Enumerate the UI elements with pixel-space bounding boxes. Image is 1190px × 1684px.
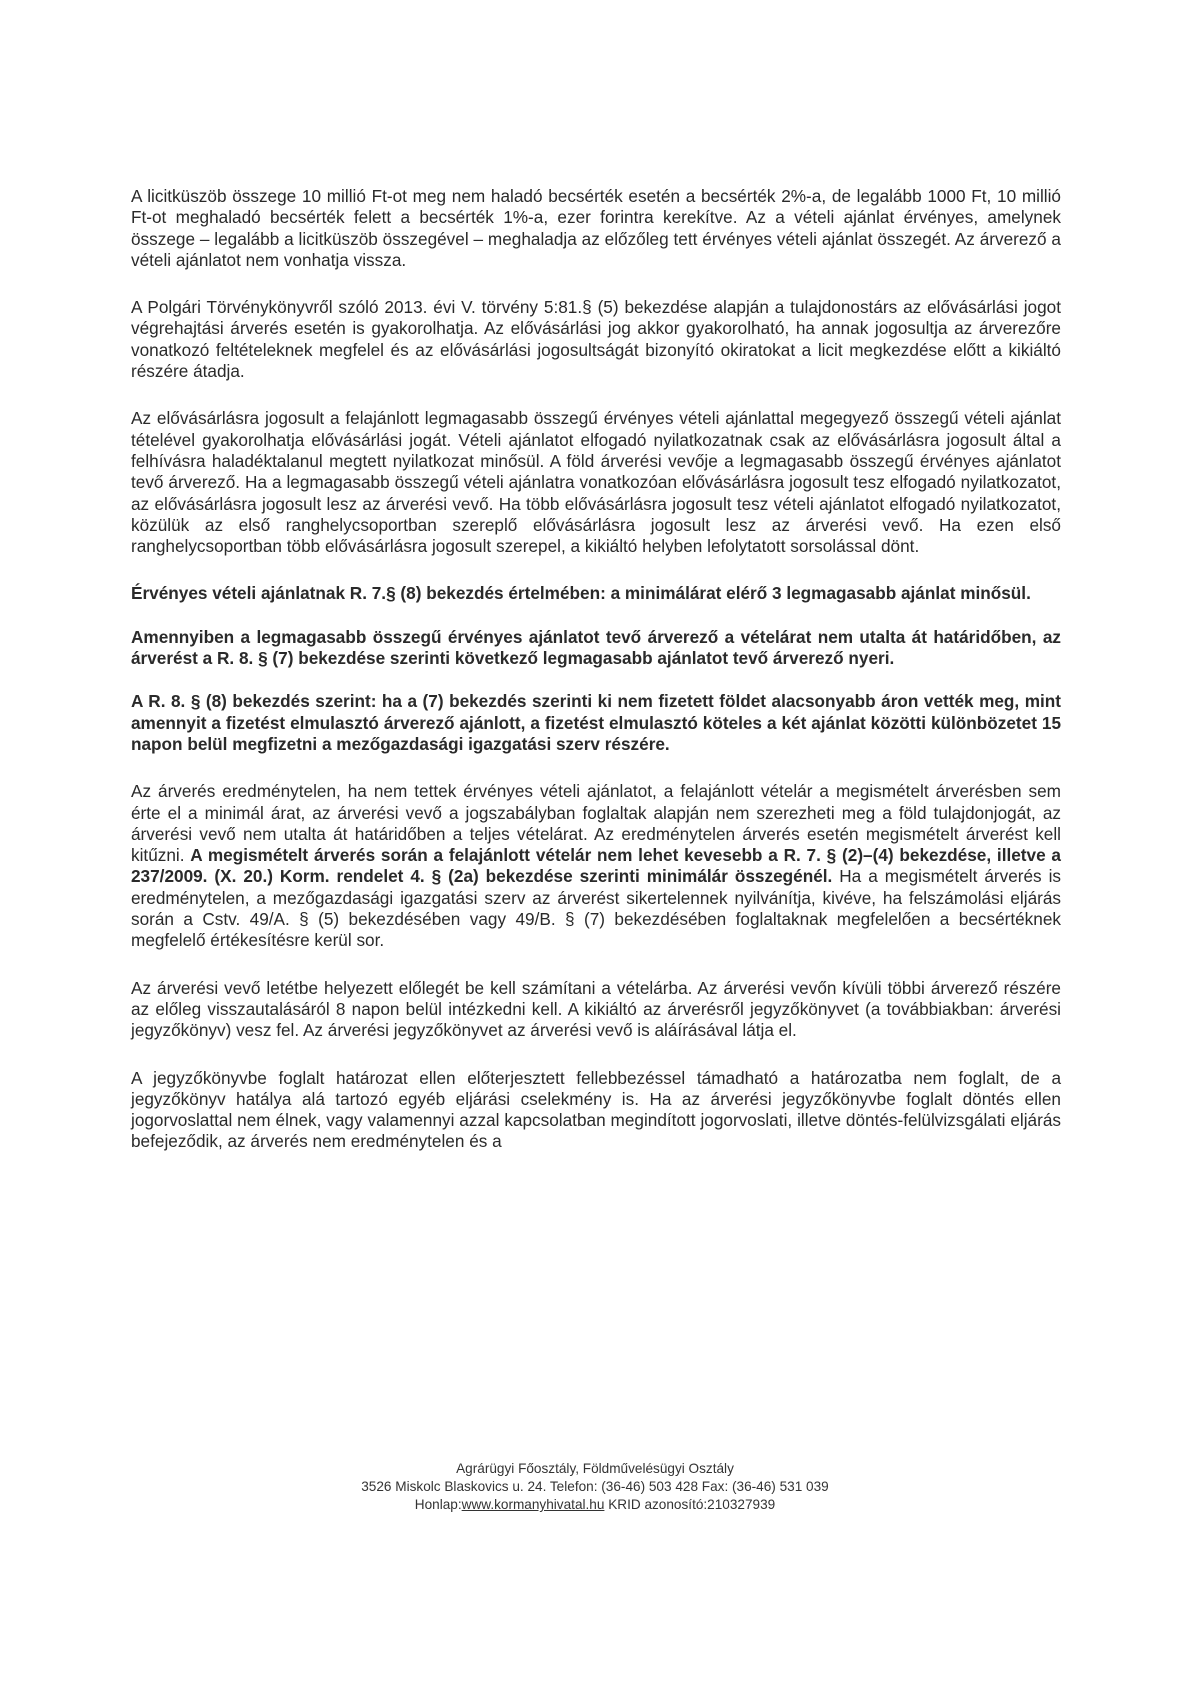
plain-text: Ha a megismételt árverés is eredménytelen, a mezőgazdasági igazgatási szerv az árverést sikertelennek nyilvánítja, kivéve, ha felszámolási eljárás során a Cstv. 49/A. § (5) bekezdésében vagy 49/B. § (7) bekezdésében foglaltaknak megfelelően a becsértéknek megfelelő értékesítésre kerül sor. <box>131 866 1062 951</box>
footer-krid: KRID azonosító:210327939 <box>604 1497 776 1512</box>
paragraph-ptk-elovasarlas: A Polgári Törvénykönyvről szóló 2013. évi V. törvény 5:81.§ (5) bekezdése alapján a tulajdonostárs az elővásárlási jogot végrehajtási árverés esetén is gyakorolhatja. Az elővásárlási jog akkor gyakorolható, ha annak jogosultja az árverezőre vonatkozó feltételeknek megfelel és az elővásárlási jogosultságát bizonyító okiratokat a licit megkezdése előtt a kikiáltó részére átadja. <box>131 297 1061 382</box>
bold-text: A R. 8. § (8) bekezdés szerint: ha a (7) bekezdés szerinti ki nem fizetett földet alacsonyabb áron vették meg, mint amennyit a fizetést elmulasztó árverező ajánlott, a fizetést elmulasztó köteles a két ajánlat közötti különbözetet 15 napon belül megfizetni a mezőgazdasági igazgatási szerv részére. <box>131 691 1061 754</box>
bold-text: Érvényes vételi ajánlatnak R. 7.§ (8) bekezdés értelmében: a minimálárat elérő 3 legmagasabb ajánlat minősül. <box>131 583 1031 604</box>
bold-text: A megismételt árverés során a felajánlott vételár nem lehet kevesebb a R. 7. § (2)–(4) bekezdése, illetve a 237/2009. (X. 20.) Korm. rendelet 4. § (2a) bekezdése szerinti minimálár összegénél. <box>131 845 1061 887</box>
paragraph-jegyzokonyv: A jegyzőkönyvbe foglalt határozat ellen előterjesztett fellebbezéssel támadható a határozatba nem foglalt, de a jegyzőkönyv hatálya alá tartozó egyéb eljárási cselekmény is. Ha az árverési jegyzőkönyvbe foglalt döntés ellen jogorvoslattal nem élnek, vagy valamennyi azzal kapcsolatban megindított jogorvoslati, illetve döntés-felülvizsgálati eljárás befejeződik, az árverés nem eredménytelen és a <box>131 1067 1061 1152</box>
page-footer <box>0 1460 1190 1514</box>
plain-text: Az árverés eredménytelen, ha nem tettek érvényes vételi ajánlatot, a felajánlott vételár a megismételt árverésben sem érte el a minimál árat, az árverési vevő a jogszabályban foglaltak alapján nem szerezheti meg a föld tulajdonjogát, az árverési vevő nem utalta át határidőben a teljes vételárat. Az eredménytelen árverés esetén megismételt árverést kell kitűzni. <box>131 781 1061 866</box>
paragraph-kulonbozet <box>131 691 1061 755</box>
footer-web-line <box>0 1496 1190 1514</box>
footer-department: Agrárügyi Főosztály, Földművelésügyi Osztály <box>456 1461 734 1476</box>
footer-web-label: Honlap: <box>414 1497 462 1512</box>
paragraph-licitkuszob: A licitküszöb összege 10 millió Ft-ot meg nem haladó becsérték esetén a becsérték 2%-a, de legalább 1000 Ft, 10 millió Ft-ot meghaladó becsérték felett a becsérték 1%-a, ezer forintra kerekítve. Az a vételi ajánlat érvényes, amelynek összege – legalább a licitküszöb összegével – meghaladja az előzőleg tett érvényes vételi ajánlat összegét. Az árverező a vételi ajánlatot nem vonhatja vissza. <box>131 186 1061 270</box>
paragraph-eredmenytelen-arveres <box>131 781 1061 951</box>
document-body <box>131 186 1061 1179</box>
bold-text: Amennyiben a legmagasabb összegű érvényes ajánlatot tevő árverező a vételárat nem utalta át határidőben, az árverést a R. 8. § (7) bekezdése szerinti következő legmagasabb ajánlatot tevő árverező nyeri. <box>131 626 1061 669</box>
paragraph-ervenyes-ajanlat <box>131 583 1061 604</box>
paragraph-vetelar-nem-utalt <box>131 627 1061 670</box>
paragraph-eloleg: Az árverési vevő letétbe helyezett előlegét be kell számítani a vételárba. Az árverési vevőn kívüli többi árverező részére az előleg visszautalásáról 8 napon belül intézkedni kell. A kikiáltó az árverésről jegyzőkönyvet (a továbbiakban: árverési jegyzőkönyv) vesz fel. Az árverési jegyzőkönyvet az árverési vevő is aláírásával látja el. <box>131 977 1061 1041</box>
paragraph-elovasarlasi-jog: Az elővásárlásra jogosult a felajánlott legmagasabb összegű érvényes vételi ajánlattal megegyező összegű vételi ajánlat tételével gyakorolhatja elővásárlási jogát. Vételi ajánlatot elfogadó nyilatkozatnak csak az elővásárlásra jogosult által a felhívásra haladéktalanul megtett nyilatkozat minősül. A föld árverési vevője a legmagasabb összegű érvényes ajánlatot tevő árverező. Ha a legmagasabb összegű vételi ajánlatra vonatkozóan elővásárlásra jogosult tesz elfogadó nyilatkozatot, az elővásárlásra jogosult lesz az árverési vevő. Ha több elővásárlásra jogosult tesz vételi ajánlatot elfogadó nyilatkozatot, közülük az első ranghelycsoportban szereplő elővásárlásra jogosult lesz az árverési vevő. Ha ezen első ranghelycsoportban több elővásárlásra jogosult szerepel, a kikiáltó helyben lefolytatott sorsolással dönt. <box>131 408 1061 557</box>
footer-address: 3526 Miskolc Blaskovics u. 24. Telefon: (36-46) 503 428 Fax: (36-46) 531 039 <box>361 1479 829 1494</box>
website-link[interactable]: www.kormanyhivatal.hu <box>461 1497 605 1512</box>
